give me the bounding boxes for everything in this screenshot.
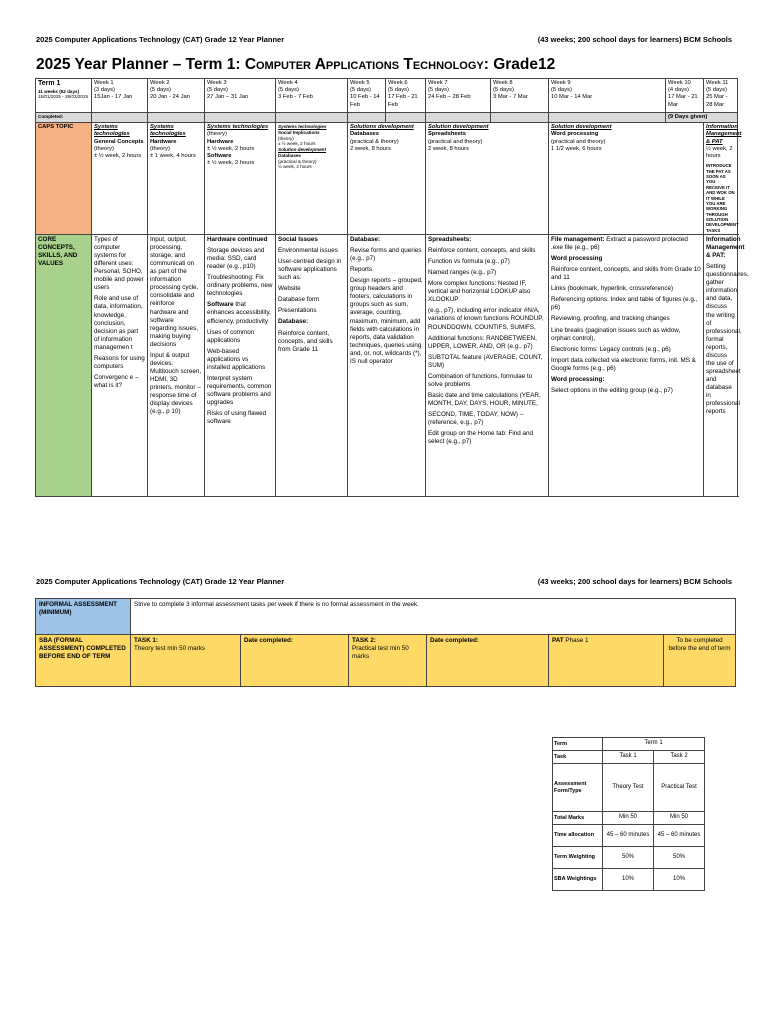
week-cell: Week 5 (5 days) 10 Feb - 14 Feb: [348, 79, 386, 113]
task2-cell: TASK 2: Practical test min 50 marks: [349, 635, 427, 687]
caps-row: [36, 123, 738, 235]
caps-cell: Systems technologies Social Implications (theory) ± ½ week, 2 hours Solution development Databases (practical & theory) ½ week, 2 hours: [276, 123, 348, 235]
week-cell: Week 7 (5 days) 24 Feb – 28 Feb: [426, 79, 491, 113]
complete-note: To be completed before the end of term: [664, 635, 736, 687]
page-header: [36, 35, 732, 44]
caps-cell: Information Management & PAT ½ week, 2 hours INTRODUCE THE PAT AS SOON AS YOU RECEIVE IT AND WOK ON IT WHILE YOU ARE WORKING THROUGH SOLUTION DEVELOPMENT TASKS: [704, 123, 738, 235]
sba-row: [36, 635, 736, 687]
core-cell: File management: Extract a password protected .exe file (e.g., p6) Word processing Reinforce content, concepts, and skills from Grade 10 and 11 Links (bookmark, hyperlink, crossreference) Referencing options: Index and table of figures (e.g., p6) Reviewing, proofing, and tracking changes Line breaks (pagination issues such as widow, orphan control), Electronic forms: Legacy controls (e.g., p6) Import data collected via electronic forms, init. MS & Google forms (e.g., p6) Word processing: Select options in the editing group (e.g., p7): [549, 235, 704, 497]
core-cell: Social Issues Environmental issues User-centred design in software applications such as: Website Database form Presentations Database: Reinforce content, concepts, and skills from Grade 11: [276, 235, 348, 497]
page-header-2: [36, 577, 732, 586]
task1-cell: TASK 1: Theory test min 50 marks: [131, 635, 241, 687]
sba-table-row: SBA Weightings 10% 10%: [553, 869, 705, 891]
core-concepts-label: CORE CONCEPTS, SKILLS, AND VALUES: [36, 235, 92, 497]
informal-row: [36, 599, 736, 635]
caps-cell: Systems technologies General Concepts (theory) ± ½ week, 2 hours: [92, 123, 148, 235]
sba-label: SBA (FORMAL ASSESSMENT) COMPLETED BEFORE END OF TERM: [36, 635, 131, 687]
header-right: (43 weeks; 200 school days for learners) BCM Schools: [537, 35, 732, 44]
caps-cell: Solution development Spreadsheets (practical and theory) 2 week, 8 hours: [426, 123, 549, 235]
core-row: [36, 235, 738, 497]
week-cell: Week 10 (4 days) 17 Mar - 21 Mar: [666, 79, 704, 113]
week-cell: Week 9 (5 days) 10 Mar - 14 Mar: [549, 79, 666, 113]
completed-row: [36, 113, 738, 123]
caps-cell: Systems technologies (theory) Hardware ± ½ week, 2 hours Software ± ½ week, 2 hours: [205, 123, 276, 235]
sba-table-row: Assessment Form/Type Theory Test Practical Test: [553, 764, 705, 812]
header-left: 2025 Computer Applications Technology (CAT) Grade 12 Year Planner: [36, 577, 285, 586]
informal-text: Strive to complete 3 informal assessment tasks per week if there is no formal assessment in the week.: [131, 599, 736, 635]
caps-topic-label: CAPS TOPIC: [36, 123, 92, 235]
core-cell: Types of computer systems for different uses: Personal, SOHO, mobile and power users Role and use of data, information, knowledge, conclusion, decision as part of information managemen t Reasons for using computers Convergenc e – what is it?: [92, 235, 148, 497]
date-completed-2: Date completed:: [427, 635, 549, 687]
week-cell: Week 6 (5 days) 17 Feb - 21 Feb: [386, 79, 426, 113]
completed-label: Completed:: [36, 113, 92, 123]
assessment-table: [35, 598, 736, 687]
week-cell: Week 3 (5 days) 27 Jan – 31 Jan: [205, 79, 276, 113]
sba-weighting-table: [552, 737, 705, 891]
days-given: (9 Days given): [666, 113, 738, 123]
task-row: Task Task 1 Task 2: [553, 751, 705, 764]
caps-cell: Solution development Word processing (practical and theory) 1 1/2 week, 6 hours: [549, 123, 704, 235]
core-cell: Database: Revise forms and queries (e.g., p7) Reports Design reports – grouped, group headers and footers, calculations in groups such as sum, average, counting, maximum, minimum, add fields with calculations in reports, data validation techniques, queries using and, or, not, wildcards (*), IS null operator: [348, 235, 426, 497]
term-cell: Term 1 11 weeks (52 days) 15/01/2025 - 28/03/2025: [36, 79, 92, 113]
week-cell: Week 1 (3 days) 15Jan - 17 Jan: [92, 79, 148, 113]
weeks-row: [36, 79, 738, 113]
core-cell: Hardware continued Storage devices and media: SSD, card reader (e.g., p10) Troubleshooting: Fix ordinary problems, new technologies Software that enhances accessibility, efficiency, productivity Uses of common applications Web-based applications vs installed applications Interpret system requirements, common software problems and upgrades Risks of using flawed software: [205, 235, 276, 497]
header-left: 2025 Computer Applications Technology (CAT) Grade 12 Year Planner: [36, 35, 285, 44]
core-cell: Input, output, processing, storage, and communicati on as part of the information processing cycle, consolidate and reinforce hardware and software regarding issues, making buying decisions Input & output devices: Multitouch screen, HDMI, 3D printers, monitor – response time of display devices (e.g., p 10): [148, 235, 205, 497]
date-completed-1: Date completed:: [241, 635, 349, 687]
week-cell: Week 2 (5 days) 20 Jan - 24 Jan: [148, 79, 205, 113]
week-cell: Week 8 (5 days) 3 Mar - 7 Mar: [491, 79, 549, 113]
caps-cell: Solutions development Databases (practical & theory) 2 week, 8 hours: [348, 123, 426, 235]
core-cell: Information Management & PAT: Setting questionnaires, gather information and data, discuss the writing of professional, formal reports, discuss the use of spreadsheet and database in professional reports: [704, 235, 738, 497]
core-cell: Spreadsheets: Reinforce content, concepts, and skills Function vs formula (e.g., p7) Named ranges (e.g., p7) More complex functions: Nested IF, vertical and horizontal LOOKUP also XLOOKUP (e.g., p7), including error indicator #N/A, variations of known functions ROUNDUP, ROUNDDOWN, COUNTIFS, SUMIFS, Additional functions: RANDBETWEEN, UPPER, LOWER, AND, OR (e.g., p7) SUBTOTAL feature (AVERAGE, COUNT, SUM) Combination of functions, formulae to solve problems Basic date and time calculations (YEAR, MONTH, DAY, DAYS, HOUR, MINUTE, SECOND, TIME, TODAY, NOW) – (reference, e.g., p7) Edit group on the Home tab: Find and select (e.g., p7): [426, 235, 549, 497]
caps-cell: Systems technologies Hardware (theory) ± 1 week, 4 hours: [148, 123, 205, 235]
week-cell: Week 11 (5 days) 25 Mar - 28 Mar: [704, 79, 738, 113]
sba-table-row: Time allocation 45 – 60 minutes 45 – 60 minutes: [553, 825, 705, 847]
informal-label: INFORMAL ASSESSMENT (MINIMUM): [36, 599, 131, 635]
term-row: Term Term 1: [553, 738, 705, 751]
planner-table: [35, 78, 749, 497]
week-cell: Week 4 (5 days) 3 Feb - 7 Feb: [276, 79, 348, 113]
sba-table-row: Total Marks Min 50 Min 50: [553, 812, 705, 825]
page-title: 2025 Year Planner – Term 1: Computer Applications Technology: Grade12: [36, 56, 556, 73]
sba-table-row: Term Weighting 50% 50%: [553, 847, 705, 869]
header-right: (43 weeks; 200 school days for learners) BCM Schools: [537, 577, 732, 586]
pat-cell: PAT Phase 1: [549, 635, 664, 687]
